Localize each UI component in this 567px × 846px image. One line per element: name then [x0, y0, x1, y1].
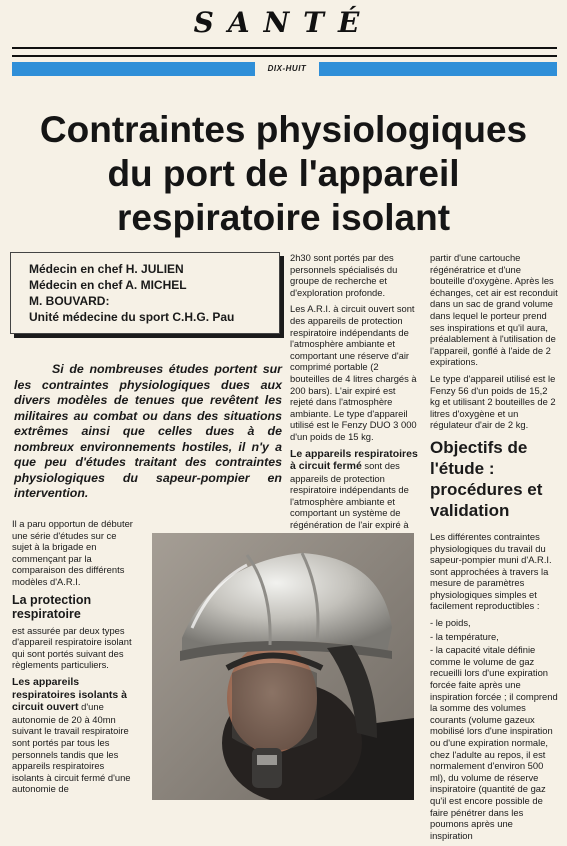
band-tag: DIX-HUIT: [255, 62, 319, 76]
col3-paragraph: Les différentes contraintes physiologiques du travail du sapeur-pompier muni d'A.R.I. sont approchées à travers la mesure de paramètres physiologiques simples et facilement reproductibles :: [430, 530, 552, 612]
column-3: [430, 252, 558, 846]
col2-paragraph: Les A.R.I. à circuit ouvert sont des appareils de protection respiratoire indépendants de l'atmosphère ambiante et comportant une réserve d'air comprimé portable (2 bouteilles de 4 litres chargés à 200 bars). L'air expiré est rejeté dans l'atmosphère ambiante. Le type d'appareil utilisé est le Fenzy DUO 3 000 d'un poids de 15 kg.: [290, 303, 417, 442]
col3-paragraph: Le type d'appareil utilisé est le Fenzy 56 d'un poids de 15,2 kg et utilisant 2 bouteilles de 2 litres d'oxygène et un régulateur d'air de 2 kg.: [430, 372, 556, 431]
column-2: [290, 252, 418, 536]
title-line-2: du port de l'appareil: [107, 153, 460, 194]
col3-list-item: - le poids,: [430, 617, 471, 629]
intro-text: Si de nombreuses études portent sur les contraintes physiologiques dues aux divers modèles de tenues que revêtent les militaires au combat ou dans des situations extrêmes ainsi que celles dues à de nombreux environnements hostiles, il n'y a que peu d'études traitant des contraintes physiologiques du sapeur-pompier en intervention.: [14, 362, 282, 500]
title-line-1: Contraintes physiologiques: [39, 109, 528, 150]
col2-paragraph: [290, 448, 418, 531]
firefighter-photo: [152, 533, 414, 800]
col1-paragraph: Il a paru opportun de débuter une série d'études sur ce sujet à la brigade en commençant par la comparaison des différents modèles d'A.R.I.: [12, 518, 133, 587]
author-line: Médecin en chef H. JULIEN: [29, 262, 184, 276]
col2-paragraph: 2h30 sont portés par des personnels spécialisés du groupe de recherche et d'exploration profonde.: [290, 252, 398, 298]
masthead-rule-top: [12, 47, 557, 49]
author-line: Médecin en chef A. MICHEL: [29, 278, 187, 292]
col3-list-item: - la capacité vitale définie comme le volume de gaz recueilli lors d'une expiration forcée faite après une inspiration forcée ; il comprend la somme des volumes courants (volume gazeux mobilisé lors d'une inspiration ou d'une expiration normale, chez l'adulte au repos, il est normalement d'environ 500 ml), du volume de réserve inspiratoire (quantité de gaz qu'il est encore possible de faire pénétrer dans les poumons après une inspiration: [430, 644, 558, 841]
col2-text: sont des appareils de protection respiratoire indépendants de l'atmosphère ambiante et comportant un système de régénération de l'air expiré à: [290, 460, 409, 531]
col1-heading: La protection respiratoire: [12, 592, 92, 621]
section-masthead: SANTÉ: [193, 6, 374, 39]
masthead-rule-mid: [12, 55, 557, 57]
article-title: [8, 108, 559, 240]
col3-heading: Objectifs de l'étude : procédures et validation: [430, 437, 543, 520]
col3-paragraph: partir d'une cartouche régénératrice et d'une bouteille d'oxygène. Après les échanges, cet air est reconduit dans un sac de grand volume dans lequel le porteur prend ses inspirations et qu'il aura, préalablement à l'utilisation de l'appareil, gonflé à l'aide de 2 expirations.: [430, 252, 558, 368]
intro-paragraph: [14, 362, 282, 502]
authors-box: [10, 252, 280, 334]
col1-lead: Les appareils respiratoires isolants à circuit ouvert: [12, 675, 127, 714]
author-line: M. BOUVARD:: [29, 294, 110, 308]
column-1: [12, 518, 136, 800]
title-line-3: respiratoire isolant: [116, 197, 451, 238]
col1-text: d'une autonomie de 20 à 40mn suivant le travail respiratoire sont portés par tous les personnels tandis que les appareils respiratoires isolants à circuit fermé d'une autonomie de: [12, 701, 131, 795]
col1-paragraph: est assurée par deux types d'appareil respiratoire isolant qui sont portés suivant des règlements particuliers.: [12, 624, 132, 671]
author-affiliation: Unité médecine du sport C.H.G. Pau: [29, 310, 235, 324]
firefighter-illustration: [152, 533, 414, 800]
col1-paragraph: [12, 676, 136, 795]
col2-lead: Le appareils respiratoires à circuit fermé: [290, 447, 418, 473]
col3-list-item: - la température,: [430, 630, 499, 642]
